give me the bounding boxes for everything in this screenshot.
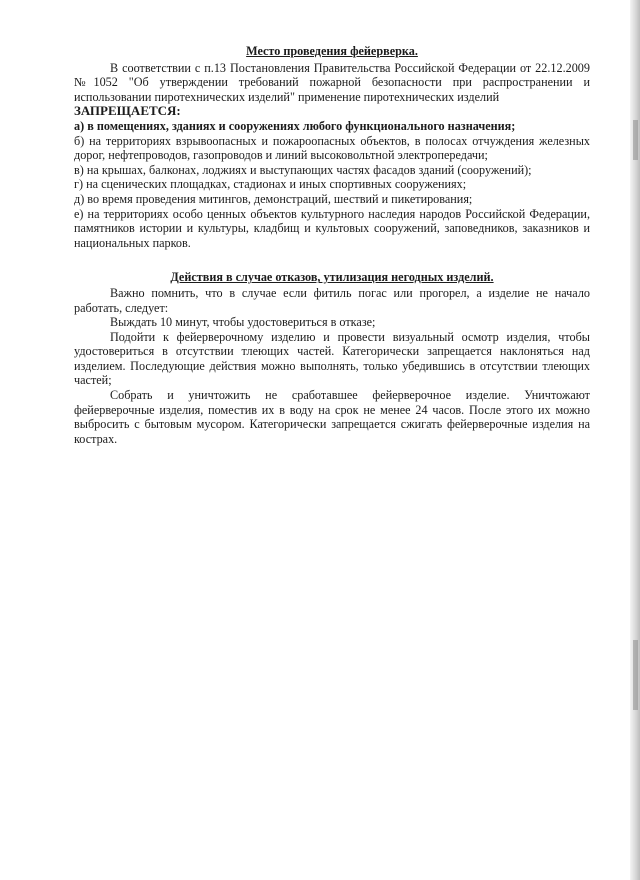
body-paragraph: Важно помнить, что в случае если фитиль погас или прогорел, а изделие не начало работать, следует: bbox=[74, 285, 590, 315]
intro-paragraph: В соответствии с п.13 Постановления Правительства Российской Федерации от 22.12.2009 №1052 "Об утверждении требований пожарной безопасности при распространении и использовании пиротехнических изделий" применение пиротехнических изделий bbox=[74, 60, 590, 104]
list-item: а) в помещениях, зданиях и сооружениях любого функционального назначения; bbox=[74, 118, 516, 133]
section-title-failures: Действия в случае отказов, утилизация негодных изделий. bbox=[170, 270, 494, 285]
list-item: в) на крышах, балконах, лоджиях и выступающих частях фасадов зданий (сооружений); bbox=[74, 162, 532, 177]
scan-smudge-mark bbox=[633, 640, 638, 710]
list-item: г) на сценических площадках, стадионах и иных спортивных сооружениях; bbox=[74, 177, 467, 192]
list-item: б) на территориях взрывоопасных и пожароопасных объектов, в полосах отчуждения железных дорог, нефтепроводов, газопроводов и линий высоковольтной электропередачи; bbox=[74, 133, 590, 163]
list-item: е) на территориях особо ценных объектов культурного наследия народов Российской Федерации, памятников истории и культуры, кладбищ и культовых сооружений, заповедников, заказников и национальных парков. bbox=[74, 206, 590, 250]
document-page bbox=[74, 44, 590, 446]
body-paragraph: Подойти к фейерверочному изделию и провести визуальный осмотр изделия, чтобы удостовериться в отсутствии тлеющих частей. Категорически запрещается наклоняться над изделием. Последующие действия можно выполнять, только убедившись в отсутствии тлеющих частей; bbox=[74, 329, 590, 388]
list-item: д) во время проведения митингов, демонстраций, шествий и пикетирования; bbox=[74, 191, 473, 206]
body-paragraph: Собрать и уничтожить не сработавшее фейерверочное изделие. Уничтожают фейерверочные изделия, поместив их в воду на срок не менее 24 часов. После этого их можно выбросить с бытовым мусором. Категорически запрещается сжигать фейерверочные изделия на кострах. bbox=[74, 388, 590, 446]
scan-smudge-mark bbox=[633, 120, 638, 160]
section-title-location: Место проведения фейерверка. bbox=[246, 44, 418, 58]
forbidden-heading: ЗАПРЕЩАЕТСЯ: bbox=[74, 103, 181, 119]
section-spacer bbox=[74, 250, 590, 270]
body-paragraph: Выждать 10 минут, чтобы удостовериться в отказе; bbox=[110, 315, 376, 330]
